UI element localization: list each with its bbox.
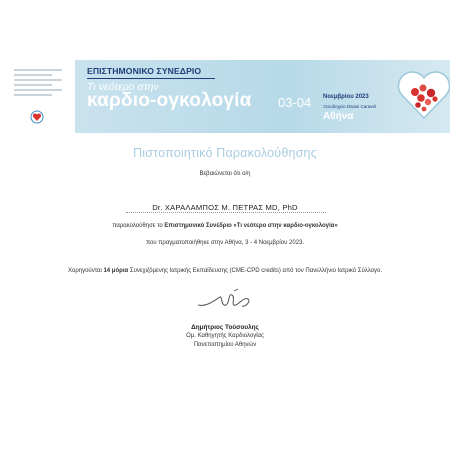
banner-month: Νοεμβρίου 2023	[323, 94, 369, 100]
signatory-affiliation: Πανεπιστημίου Αθηνών	[193, 342, 257, 348]
heart-logo-icon	[30, 110, 44, 124]
banner-title: ΕΠΙΣΤΗΜΟΝΙΚΟ ΣΥΝΕΔΡΙΟ	[87, 66, 202, 76]
certificate-title: Πιστοποιητικό Παρακολούθησης	[133, 146, 317, 160]
signatory-role: Ομ. Καθηγητής Καρδιολογίας	[186, 333, 264, 339]
banner-main-title: καρδιο-ογκολογία	[87, 90, 252, 111]
banner-subtitle: Τι νεότερο στην	[87, 81, 159, 93]
credits-suffix: Συνεχιζόμενης Ιατρικής Εκπαίδευσης (CME-CPD credits) από τον Πανελλήνιο Ιατρικό Σύλλογο.	[128, 268, 383, 274]
banner-title-underline	[87, 78, 215, 79]
attendance-event: Επιστημονικό Συνέδριο «Τι νεότερο στην καρδιο-ογκολογία»	[164, 223, 338, 229]
credits-prefix: Χορηγούνται	[67, 268, 104, 274]
name-dotted-line	[126, 212, 326, 213]
banner-dates: 03-04	[278, 95, 312, 110]
attendance-prefix: παρακολούθησε το	[112, 223, 165, 229]
logo-text-lines	[14, 66, 62, 99]
attendance-line	[0, 223, 450, 229]
signatory-name: Δημήτριος Τούσουλης	[191, 324, 259, 331]
event-held-line: που πραγματοποιήθηκε στην Αθήνα, 3 - 4 Νοεμβρίου 2023.	[145, 240, 305, 246]
credits-line	[0, 268, 450, 274]
handwritten-signature	[194, 285, 256, 315]
banner-venue: Ξενοδοχείο Divani Caravel	[323, 104, 376, 109]
recipient-name: Dr. ΧΑΡΑΛΑΜΠΟΣ Μ. ΠΕΤΡΑΣ MD, PhD	[152, 203, 298, 212]
conference-banner	[75, 60, 450, 133]
banner-city: Αθήνα	[323, 111, 354, 122]
confirmation-line: Βεβαιώνεται ότι ο/η	[199, 171, 251, 177]
heart-cells-icon	[393, 64, 450, 126]
credits-value: 14 μόρια	[103, 268, 129, 274]
organizer-logos	[14, 66, 62, 136]
